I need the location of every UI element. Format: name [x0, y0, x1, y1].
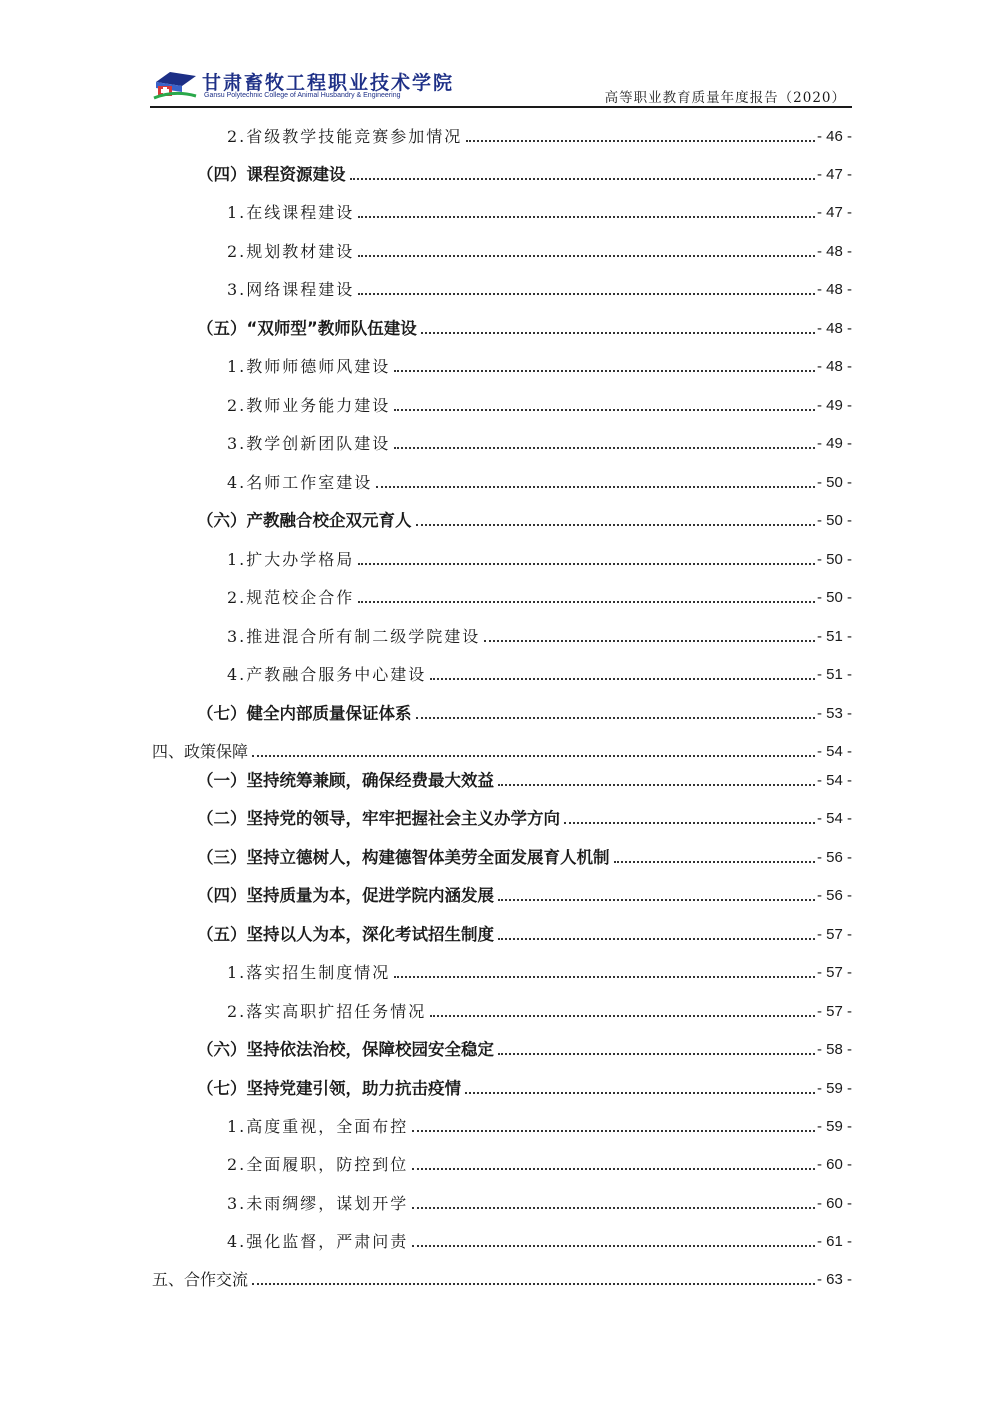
- toc-entry[interactable]: [227, 425, 852, 455]
- toc-entry[interactable]: [197, 310, 852, 340]
- toc-dot-leader: [358, 252, 815, 257]
- toc-dot-leader: [358, 290, 815, 295]
- toc-entry-label: 3.未雨绸缪，谋划开学: [227, 1194, 409, 1213]
- toc-dot-leader: [614, 858, 815, 863]
- toc-entry[interactable]: [227, 1185, 852, 1215]
- toc-entry[interactable]: [227, 194, 852, 224]
- toc-entry[interactable]: [227, 541, 852, 571]
- toc-entry[interactable]: [227, 618, 852, 648]
- toc-entry-label: 4.强化监督，严肃问责: [227, 1232, 409, 1251]
- toc-dot-leader: [252, 752, 815, 757]
- toc-entry-label: （七）坚持党建引领，助力抗击疫情: [197, 1079, 461, 1098]
- toc-entry[interactable]: [197, 762, 852, 792]
- toc-entry[interactable]: [227, 233, 852, 263]
- toc-entry-label: （六）产教融合校企双元育人: [197, 511, 412, 530]
- toc-entry-label: 1.高度重视，全面布控: [227, 1117, 409, 1136]
- toc-entry-page-number: - 57 -: [816, 1003, 852, 1020]
- toc-dot-leader: [484, 637, 815, 642]
- toc-entry-page-number: - 46 -: [816, 128, 852, 145]
- toc-dot-leader: [412, 1165, 815, 1170]
- toc-entry-page-number: - 51 -: [816, 666, 852, 683]
- toc-entry[interactable]: [197, 800, 852, 830]
- toc-dot-leader: [412, 1242, 815, 1247]
- toc-entry-page-number: - 50 -: [816, 512, 852, 529]
- toc-entry-label: 2.全面履职，防控到位: [227, 1155, 409, 1174]
- toc-dot-leader: [498, 781, 815, 786]
- toc-entry[interactable]: [227, 1108, 852, 1138]
- toc-dot-leader: [350, 175, 815, 180]
- toc-dot-leader: [394, 444, 815, 449]
- toc-entry-label: 1.在线课程建设: [227, 203, 355, 222]
- toc-entry-label: 3.教学创新团队建设: [227, 434, 391, 453]
- toc-entry-page-number: - 57 -: [816, 964, 852, 981]
- toc-entry-page-number: - 60 -: [816, 1195, 852, 1212]
- toc-entry-page-number: - 54 -: [816, 810, 852, 827]
- toc-entry-page-number: - 48 -: [816, 243, 852, 260]
- toc-entry[interactable]: [197, 1070, 852, 1100]
- toc-entry[interactable]: [227, 348, 852, 378]
- toc-entry-label: 四、政策保障: [152, 742, 249, 761]
- college-name-english: Gansu Polytechnic College of Animal Husbandry & Engineering: [204, 92, 401, 99]
- toc-dot-leader: [466, 137, 815, 142]
- toc-entry-label: 3.推进混合所有制二级学院建设: [227, 627, 481, 646]
- page-header: [150, 66, 852, 108]
- toc-entry-page-number: - 56 -: [816, 849, 852, 866]
- toc-entry[interactable]: [227, 579, 852, 609]
- toc-entry-label: 2.教师业务能力建设: [227, 396, 391, 415]
- toc-entry-label: （四）课程资源建设: [197, 165, 346, 184]
- toc-entry-label: 2.规划教材建设: [227, 242, 355, 261]
- toc-entry[interactable]: [197, 502, 852, 532]
- toc-entry-page-number: - 60 -: [816, 1156, 852, 1173]
- toc-entry[interactable]: [197, 156, 852, 186]
- toc-dot-leader: [252, 1280, 815, 1285]
- toc-entry[interactable]: [227, 954, 852, 984]
- toc-entry-page-number: - 47 -: [816, 204, 852, 221]
- report-title: 高等职业教育质量年度报告（2020）: [604, 90, 846, 106]
- toc-entry-page-number: - 54 -: [816, 772, 852, 789]
- toc-entry-label: （二）坚持党的领导，牢牢把握社会主义办学方向: [197, 809, 560, 828]
- toc-entry-page-number: - 57 -: [816, 926, 852, 943]
- toc-entry-label: （五）“双师型”教师队伍建设: [197, 319, 417, 338]
- toc-entry[interactable]: [227, 1223, 852, 1253]
- toc-entry-page-number: - 61 -: [816, 1233, 852, 1250]
- toc-entry[interactable]: [227, 464, 852, 494]
- toc-entry-page-number: - 50 -: [816, 551, 852, 568]
- college-name: 甘肃畜牧工程职业技术学院: [202, 72, 455, 94]
- toc-entry-label: （四）坚持质量为本，促进学院内涵发展: [197, 886, 494, 905]
- toc-entry-page-number: - 48 -: [816, 281, 852, 298]
- toc-dot-leader: [498, 896, 815, 901]
- toc-dot-leader: [358, 213, 815, 218]
- toc-entry-page-number: - 63 -: [816, 1271, 852, 1288]
- toc-dot-leader: [416, 521, 815, 526]
- toc-entry[interactable]: [227, 271, 852, 301]
- toc-entry[interactable]: [197, 877, 852, 907]
- toc-entry[interactable]: [152, 1261, 852, 1291]
- toc-entry-label: （六）坚持依法治校，保障校园安全稳定: [197, 1040, 494, 1059]
- toc-entry[interactable]: [227, 387, 852, 417]
- toc-dot-leader: [394, 367, 815, 372]
- toc-dot-leader: [430, 1012, 815, 1017]
- toc-entry-page-number: - 59 -: [816, 1080, 852, 1097]
- toc-dot-leader: [421, 329, 815, 334]
- toc-dot-leader: [376, 483, 815, 488]
- toc-dot-leader: [394, 406, 815, 411]
- toc-entry-label: 1.落实招生制度情况: [227, 963, 391, 982]
- toc-entry-label: 4.名师工作室建设: [227, 473, 373, 492]
- toc-dot-leader: [412, 1204, 815, 1209]
- toc-entry-page-number: - 53 -: [816, 705, 852, 722]
- toc-entry-label: （一）坚持统筹兼顾，确保经费最大效益: [197, 771, 494, 790]
- toc-dot-leader: [358, 598, 815, 603]
- toc-dot-leader: [412, 1127, 815, 1132]
- toc-dot-leader: [416, 714, 815, 719]
- toc-dot-leader: [498, 935, 815, 940]
- toc-entry[interactable]: [227, 993, 852, 1023]
- toc-entry-label: 3.网络课程建设: [227, 280, 355, 299]
- toc-entry-page-number: - 58 -: [816, 1041, 852, 1058]
- toc-entry-label: （七）健全内部质量保证体系: [197, 704, 412, 723]
- toc-entry-label: 1.扩大办学格局: [227, 550, 355, 569]
- toc-entry-page-number: - 56 -: [816, 887, 852, 904]
- toc-entry[interactable]: [197, 695, 852, 725]
- toc-entry-page-number: - 50 -: [816, 589, 852, 606]
- toc-entry[interactable]: [197, 916, 852, 946]
- toc-entry-page-number: - 48 -: [816, 358, 852, 375]
- toc-entry-page-number: - 50 -: [816, 474, 852, 491]
- toc-dot-leader: [564, 819, 815, 824]
- toc-entry-label: （五）坚持以人为本，深化考试招生制度: [197, 925, 494, 944]
- toc-dot-leader: [465, 1089, 815, 1094]
- toc-entry-page-number: - 59 -: [816, 1118, 852, 1135]
- toc-entry-page-number: - 48 -: [816, 320, 852, 337]
- toc-entry[interactable]: [227, 1146, 852, 1176]
- toc-entry-page-number: - 49 -: [816, 397, 852, 414]
- toc-entry-label: 2.规范校企合作: [227, 588, 355, 607]
- toc-entry-page-number: - 49 -: [816, 435, 852, 452]
- toc-entry-page-number: - 47 -: [816, 166, 852, 183]
- toc-entry-page-number: - 54 -: [816, 743, 852, 760]
- toc-dot-leader: [498, 1050, 815, 1055]
- toc-entry-page-number: - 51 -: [816, 628, 852, 645]
- toc-dot-leader: [394, 973, 815, 978]
- toc-entry-label: 五、合作交流: [152, 1270, 249, 1289]
- toc-entry-label: 2.省级教学技能竞赛参加情况: [227, 127, 463, 146]
- toc-dot-leader: [430, 675, 815, 680]
- toc-entry[interactable]: [197, 1031, 852, 1061]
- toc-dot-leader: [358, 560, 815, 565]
- college-logo-icon: [152, 68, 198, 102]
- toc-entry[interactable]: [227, 656, 852, 686]
- toc-entry-label: 1.教师师德师风建设: [227, 357, 391, 376]
- toc-entry[interactable]: [152, 733, 852, 763]
- toc-entry-label: （三）坚持立德树人，构建德智体美劳全面发展育人机制: [197, 848, 610, 867]
- toc-entry[interactable]: [197, 839, 852, 869]
- toc-entry[interactable]: [227, 118, 852, 148]
- toc-entry-label: 4.产教融合服务中心建设: [227, 665, 427, 684]
- toc-entry-label: 2.落实高职扩招任务情况: [227, 1002, 427, 1021]
